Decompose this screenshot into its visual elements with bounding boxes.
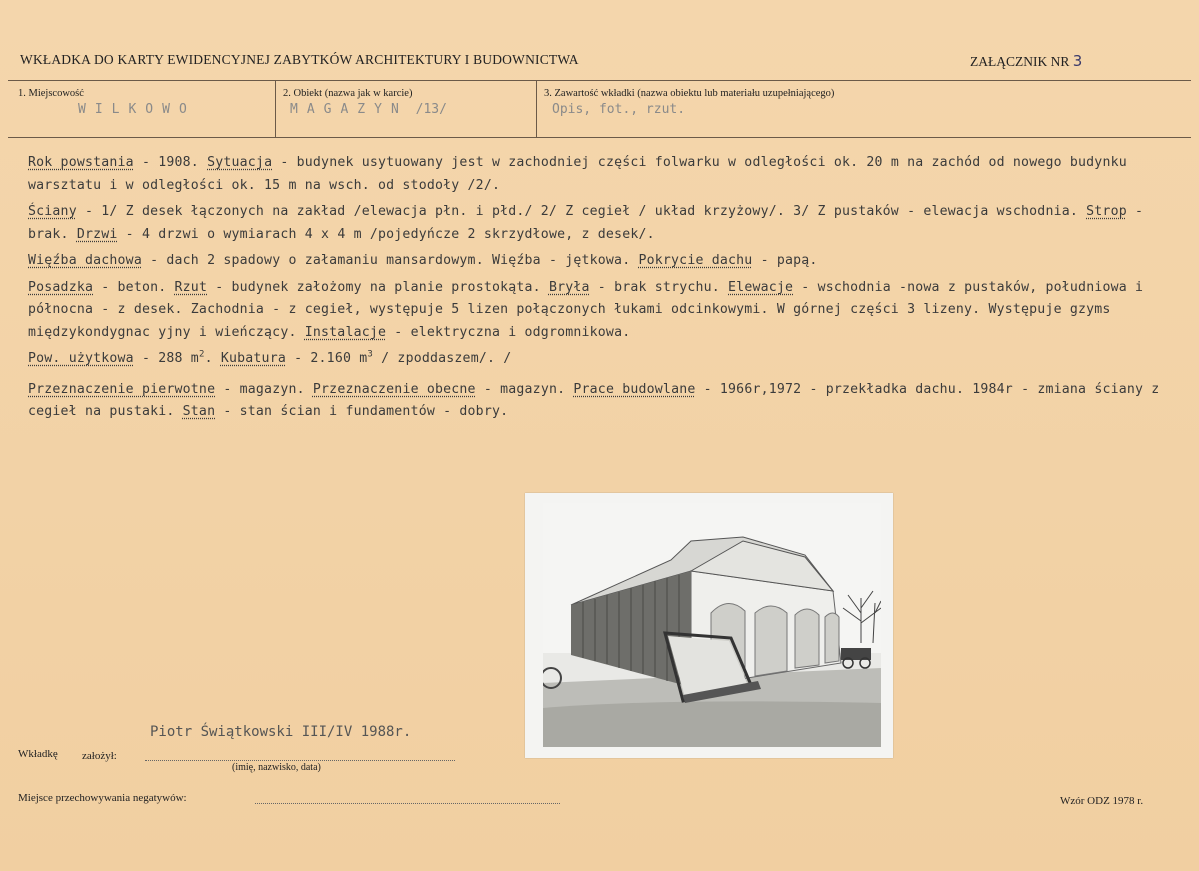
heading-elevations: Elewacje <box>728 279 794 295</box>
paragraph-walls <box>28 201 1178 246</box>
heading-condition: Stan <box>182 404 216 419</box>
text-plan: - budynek założomy na planie prostokąta. <box>207 279 549 295</box>
heading-area: Pow. użytkowa <box>28 351 134 366</box>
text-condition: - stan ścian i fundamentów - dobry. <box>215 404 509 419</box>
annex-label <box>970 52 1082 70</box>
created-by-hint: (imię, nazwisko, data) <box>232 762 321 773</box>
heading-situation: Sytuacja <box>207 155 273 170</box>
field-separator-2 <box>536 80 537 137</box>
object-value: MAGAZYN <box>290 102 408 117</box>
negatives-location-label: Miejsce przechowywania negatywów: <box>18 792 187 804</box>
heading-volume: Kubatura <box>220 351 286 366</box>
text-volume-end: / zpoddaszem/. / <box>373 351 512 366</box>
field-separator-1 <box>275 80 276 137</box>
object-label: 2. Obiekt (nazwa jak w karcie) <box>283 88 413 99</box>
heading-original-use: Przeznaczenie pierwotne <box>28 381 216 397</box>
heading-truss: Więźba dachowa <box>28 253 142 268</box>
text-volume: - 2.160 m <box>285 351 368 366</box>
warehouse-photo-image <box>543 503 881 747</box>
heading-year: Rok powstania <box>28 155 134 170</box>
contents-label: 3. Zawartość wkładki (nazwa obiektu lub materiału uzupełniającego) <box>544 88 835 99</box>
heading-plan: Rzut <box>174 279 208 295</box>
created-label: Wkładkę <box>18 748 58 760</box>
text-roofing: - papą. <box>752 253 818 268</box>
locality-value: WILKOWO <box>78 102 196 117</box>
paragraph-roof <box>28 250 1178 273</box>
object-number: /13/ <box>415 102 447 117</box>
created-by-line <box>145 760 455 761</box>
text-installations: - elektryczna i odgromnikowa. <box>386 324 631 340</box>
text-truss: - dach 2 spadowy o załamaniu mansardowym. Więźba - jętkowa. <box>141 253 639 268</box>
negatives-location-line <box>255 803 560 804</box>
heading-ceiling: Strop <box>1086 204 1127 219</box>
heading-floor: Posadzka <box>28 279 94 295</box>
header-divider <box>8 80 1191 81</box>
author-signature: Piotr Świątkowski III/IV 1988r. <box>150 724 412 740</box>
form-template-id: Wzór ODZ 1978 r. <box>1060 795 1144 807</box>
building-photo <box>525 493 893 758</box>
heading-works: Prace budowlane <box>573 381 696 397</box>
description-text <box>28 152 1178 428</box>
volume-exponent: 3 <box>367 349 374 360</box>
paragraph-use <box>28 379 1178 424</box>
text-area-end: . <box>204 351 221 366</box>
fields-divider <box>8 137 1191 138</box>
text-doors: - 4 drzwi o wymiarach 4 x 4 m /pojedyńcze 2 skrzydłowe, z desek/. <box>117 226 655 242</box>
heading-roofing: Pokrycie dachu <box>638 253 753 268</box>
annex-label-text: ZAŁĄCZNIK NR <box>970 54 1070 69</box>
text-current-use: - magazyn. <box>475 381 574 397</box>
text-floor: - beton. <box>93 279 175 295</box>
text-massing: - brak strychu. <box>589 279 729 295</box>
text-situation: - budynek usytuowany jest w zachodniej części folwarku w odległości ok. 20 m na zachód od nowego budynku warsztatu i w odległości ok. 15 m na wsch. od stodoły /2/. <box>28 155 1127 193</box>
contents-value: Opis, fot., rzut. <box>552 102 686 117</box>
annex-number: 3 <box>1072 52 1083 70</box>
heading-walls: Ściany <box>28 204 77 219</box>
text-year: - 1908. <box>133 155 208 170</box>
paragraph-dimensions <box>28 348 1178 371</box>
object-value-group <box>290 102 447 117</box>
paragraph-structure <box>28 277 1178 345</box>
paragraph-origin <box>28 152 1178 197</box>
card-title: WKŁADKA DO KARTY EWIDENCYJNEJ ZABYTKÓW ARCHITEKTURY I BUDOWNICTWA <box>20 52 579 67</box>
heading-doors: Drzwi <box>76 226 118 242</box>
created-by-label: założył: <box>82 750 117 762</box>
area-exponent: 2 <box>198 349 205 360</box>
text-area: - 288 m <box>133 351 199 366</box>
locality-label: 1. Miejscowość <box>18 88 84 99</box>
heading-massing: Bryła <box>548 279 590 295</box>
text-walls: - 1/ Z desek łączonych na zakład /elewacja płn. i płd./ 2/ Z cegieł / układ krzyżowy/. 3/ Z pustaków - elewacja wschodnia. <box>76 204 1087 219</box>
heading-installations: Instalacje <box>304 324 387 340</box>
text-original-use: - magazyn. <box>215 381 313 397</box>
text-elevations: - wschodnia -nowa z pustaków, południowa i północna - z desek. Zachodnia - z cegieł, występuje 5 lizen połączonych łukami odcinkowymi. W górnej części 3 lizeny. Występuje gzyms międzykondygnac yjny i wieńczący. <box>28 279 1144 340</box>
text-works: - 1966r,1972 - przekładka dachu. 1984r - zmiana ściany z cegieł na pustaki. <box>28 381 1160 419</box>
heading-current-use: Przeznaczenie obecne <box>312 381 476 397</box>
text-ceiling: - brak. <box>28 204 1144 242</box>
